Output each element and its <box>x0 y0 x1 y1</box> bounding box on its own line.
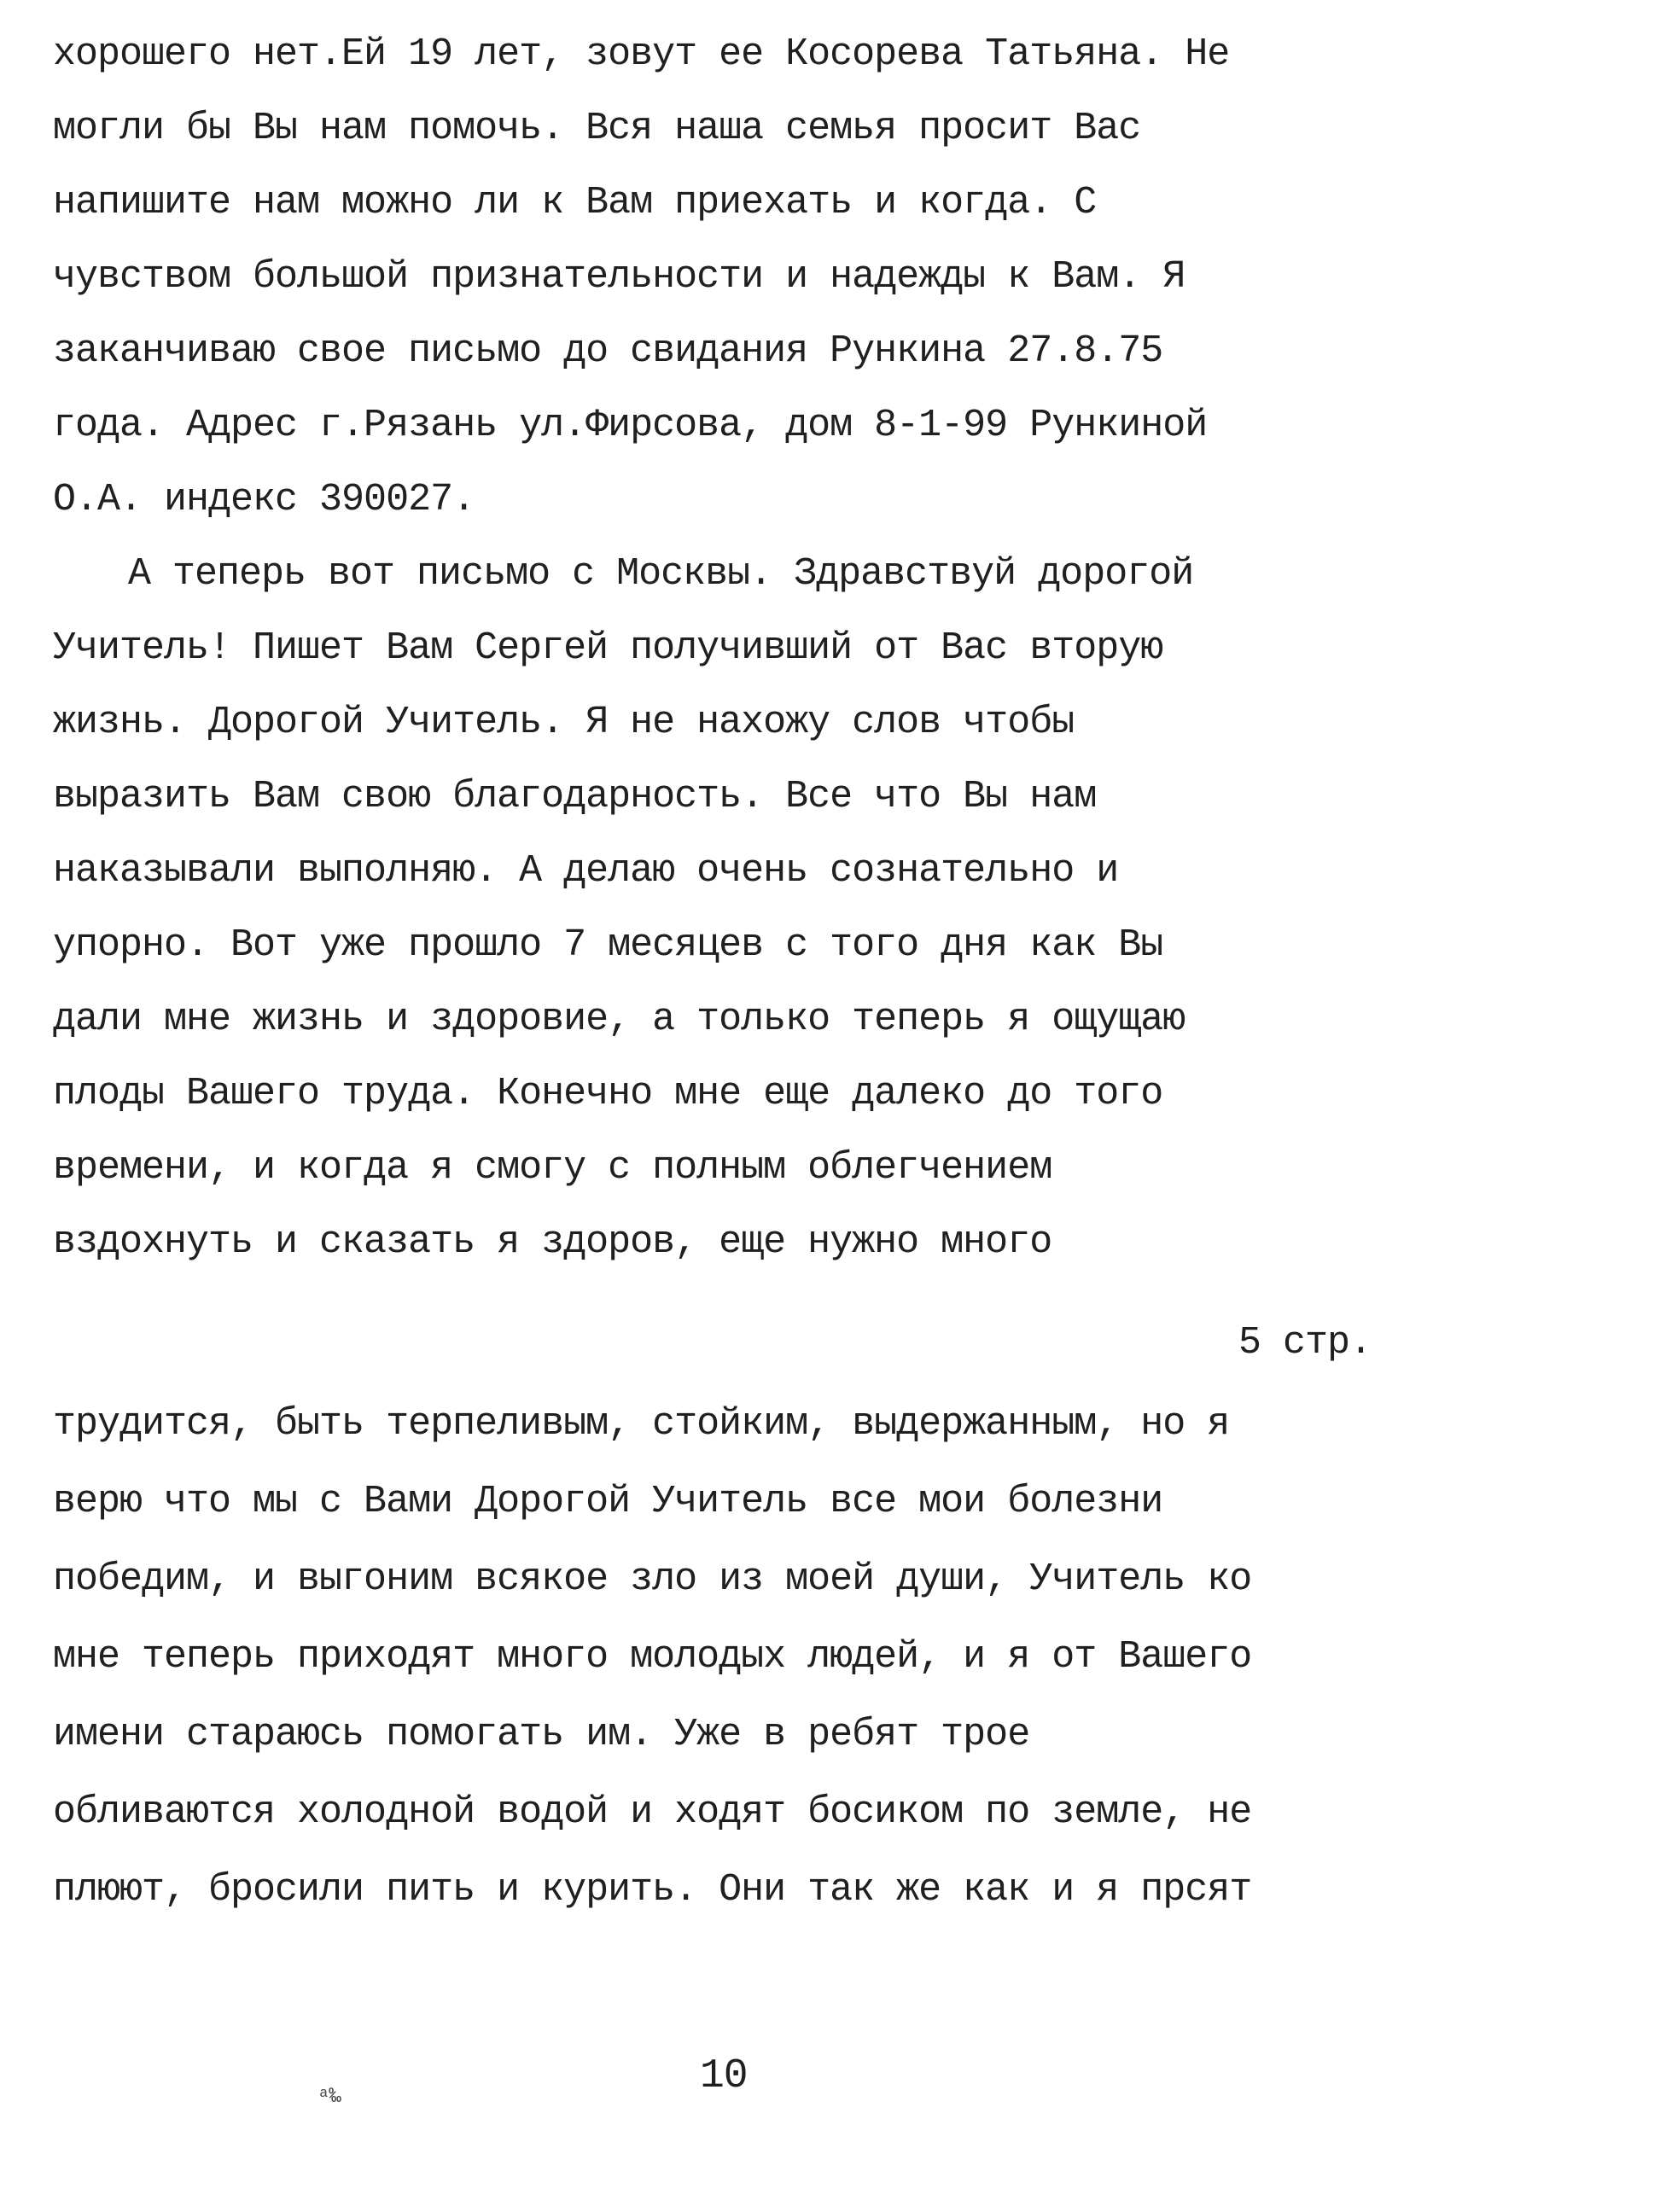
text-line: вздохнуть и сказать я здоров, еще нужно много <box>53 1220 1052 1264</box>
ink-smudge: ᵃ‰ <box>317 2086 341 2109</box>
text-line: упорно. Вот уже прошло 7 месяцев с того дня как Вы <box>53 923 1163 967</box>
page-marker: 5 стр. <box>1238 1321 1372 1365</box>
text-line: верю что мы с Вами Дорогой Учитель все мои болезни <box>53 1480 1163 1523</box>
page-number: 10 <box>700 2053 748 2099</box>
text-line: победим, и выгоним всякое зло из моей души, Учитель ко <box>53 1557 1252 1601</box>
text-line: напишите нам можно ли к Вам приехать и когда. С <box>53 181 1097 224</box>
text-line: чувством большой признательности и надежды к Вам. Я <box>53 255 1185 299</box>
text-line: выразить Вам свою благодарность. Все что Вы нам <box>53 775 1097 818</box>
text-line: трудится, быть терпеливым, стойким, выдержанным, но я <box>53 1402 1230 1446</box>
text-line: времени, и когда я смогу с полным облегчением <box>53 1146 1052 1190</box>
text-line: обливаются холодной водой и ходят босиком по земле, не <box>53 1790 1252 1834</box>
text-line: года. Адрес г.Рязань ул.Фирсова, дом 8-1-99 Рункиной <box>53 404 1208 447</box>
text-line: мне теперь приходят много молодых людей, и я от Вашего <box>53 1635 1252 1679</box>
text-line: наказывали выполняю. А делаю очень сознательно и <box>53 849 1119 893</box>
text-line: хорошего нет.Ей 19 лет, зовут ее Косорева Татьяна. Не <box>53 32 1230 76</box>
text-line: могли бы Вы нам помочь. Вся наша семья просит Вас <box>53 107 1141 150</box>
text-line: дали мне жизнь и здоровие, а только теперь я ощущаю <box>53 998 1185 1041</box>
text-line: Учитель! Пишет Вам Сергей получивший от Вас вторую <box>53 626 1163 670</box>
paragraph-first-line: А теперь вот письмо с Москвы. Здравствуй дорогой <box>128 552 1194 596</box>
text-line: имени стараюсь помогать им. Уже в ребят трое <box>53 1713 1030 1756</box>
text-line: жизнь. Дорогой Учитель. Я не нахожу слов чтобы <box>53 701 1075 744</box>
text-line: плюют, бросили пить и курить. Они так же как и я прсят <box>53 1868 1252 1912</box>
text-line: О.А. индекс 390027. <box>53 478 475 521</box>
text-line: плоды Вашего труда. Конечно мне еще далеко до того <box>53 1072 1163 1115</box>
text-line: заканчиваю свое письмо до свидания Рункина 27.8.75 <box>53 329 1163 373</box>
